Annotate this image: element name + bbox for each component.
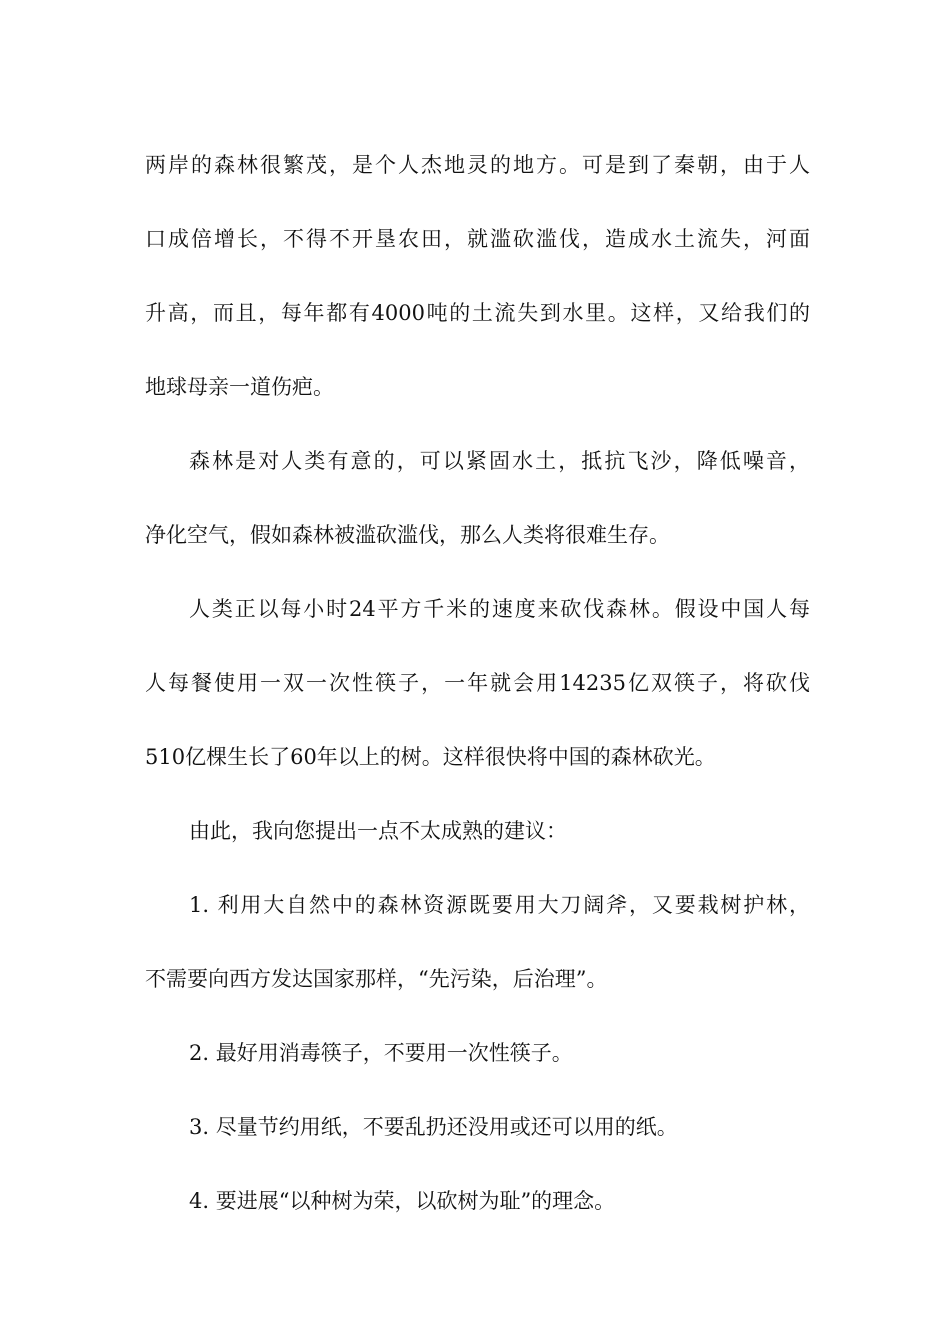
text-line: 510亿棵生长了60年以上的树。这样很快将中国的森林砍光。 xyxy=(145,745,716,769)
text-line: 升高，而且，每年都有4000吨的土流失到水里。这样，又给我们的 xyxy=(145,301,810,325)
list-item-3: 3. 尽量节约用纸，不要乱扔还没用或还可以用的纸。 xyxy=(189,1115,678,1139)
text-line: 地球母亲一道伤疤。 xyxy=(145,375,334,399)
list-item-1: 1. 利用大自然中的森林资源既要用大刀阔斧，又要栽树护林， xyxy=(189,893,810,917)
text-line: 净化空气，假如森林被滥砍滥伐，那么人类将很难生存。 xyxy=(145,523,670,547)
text-line: 两岸的森林很繁茂，是个人杰地灵的地方。可是到了秦朝，由于人 xyxy=(145,153,810,177)
list-item-2: 2. 最好用消毒筷子，不要用一次性筷子。 xyxy=(189,1041,573,1065)
list-item-4: 4. 要进展“以种树为荣，以砍树为耻”的理念。 xyxy=(189,1189,616,1213)
text-line: 口成倍增长，不得不开垦农田，就滥砍滥伐，造成水土流失，河面 xyxy=(145,227,810,251)
document-body xyxy=(145,128,810,1238)
text-line: 人每餐使用一双一次性筷子，一年就会用14235亿双筷子，将砍伐 xyxy=(145,671,810,695)
text-line: 由此，我向您提出一点不太成熟的建议： xyxy=(189,819,567,843)
text-line: 森林是对人类有意的，可以紧固水土，抵抗飞沙，降低噪音， xyxy=(189,449,810,473)
text-line: 人类正以每小时24平方千米的速度来砍伐森林。假设中国人每 xyxy=(189,597,810,621)
text-line: 不需要向西方发达国家那样，“先污染，后治理”。 xyxy=(145,967,608,991)
